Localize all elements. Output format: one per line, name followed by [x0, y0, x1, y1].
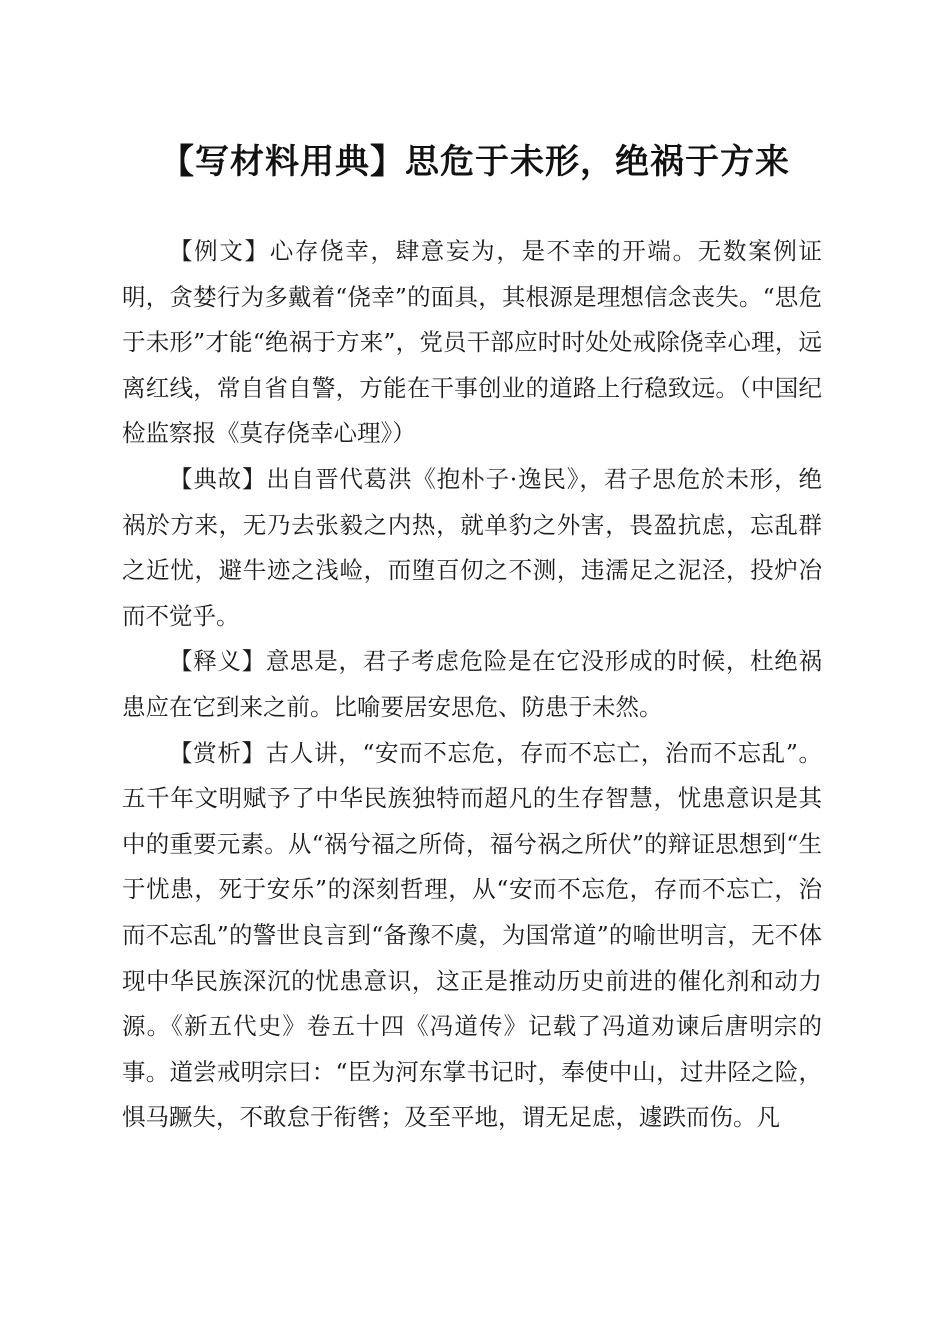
paragraph-analysis: 【赏析】古人讲，“安而不忘危，存而不忘亡，治而不忘乱”。五千年文明赋予了中华民族独特而超凡的生存智慧，忧患意识是其中的重要元素。从“祸兮福之所倚，福兮祸之所伏”的辩证思想到“生于忧患，死于安乐”的深刻哲理，从“安而不忘危，存而不忘亡，治而不忘乱”的警世良言到“备豫不虞，为国常道”的喻世明言，无不体现中华民族深沉的忧患意识，这正是推动历史前进的催化剂和动力源。《新五代史》卷五十四《冯道传》记载了冯道劝谏后唐明宗的事。道尝戒明宗曰：“臣为河东掌书记时，奉使中山，过井陉之险，惧马蹶失，不敢怠于衔辔；及至平地，谓无足虑，遽跌而伤。凡 [122, 738, 822, 1132]
paragraph-allusion: 【典故】出自晋代葛洪《抱朴子·逸民》，君子思危於未形，绝祸於方来，无乃去张毅之内热，就单豹之外害，畏盈抗虑，忘乱群之近忧，避牛迹之浅崄，而堕百仞之不测，违濡足之泥泾，投炉冶而不觉乎。 [122, 464, 822, 630]
paragraph-meaning: 【释义】意思是，君子考虑危险是在它没形成的时候，杜绝祸患应在它到来之前。比喻要居安思危、防患于未然。 [122, 647, 822, 721]
document-title: 【写材料用典】思危于未形，绝祸于方来 [160, 142, 790, 182]
document-body [122, 229, 822, 1141]
paragraph-example: 【例文】心存侥幸，肆意妄为，是不幸的开端。无数案例证明，贪婪行为多戴着“侥幸”的面具，其根源是理想信念丧失。“思危于未形”才能“绝祸于方来”，党员干部应时时处处戒除侥幸心理，远离红线，常自省自警，方能在干事创业的道路上行稳致远。（中国纪检监察报《莫存侥幸心理》） [122, 237, 822, 448]
